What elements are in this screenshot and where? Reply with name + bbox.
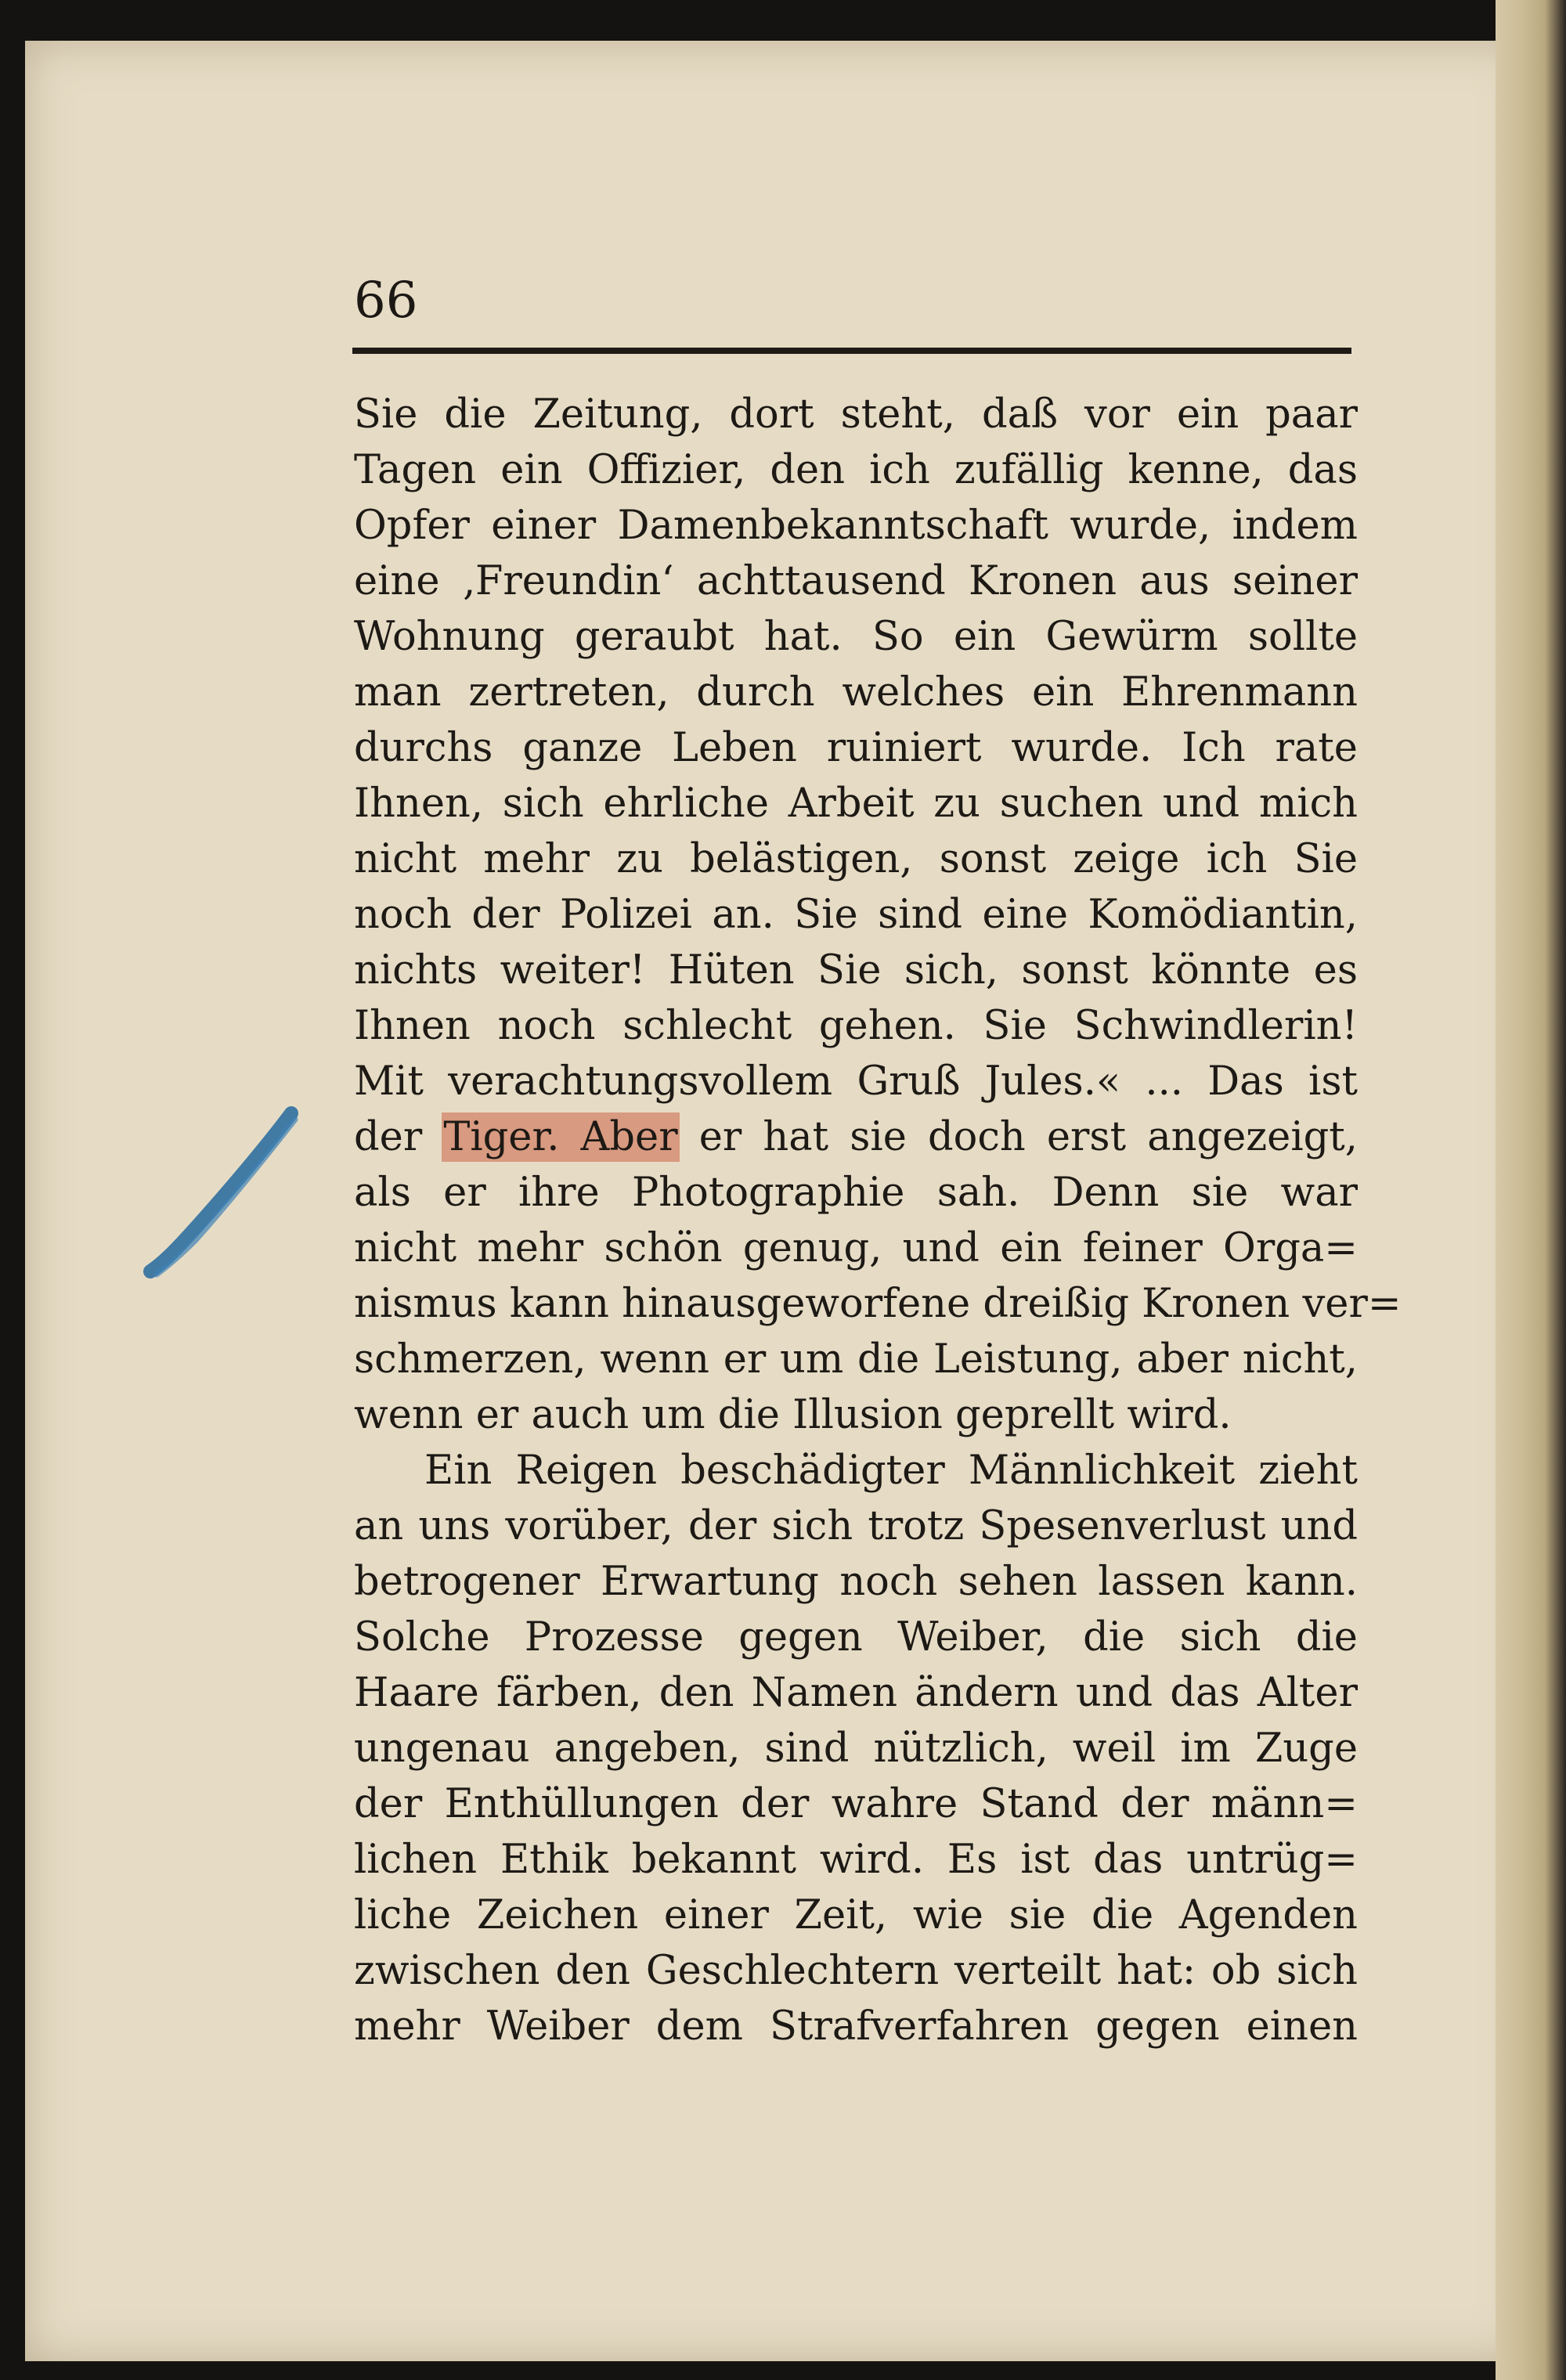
text-line-5: Wohnung geraubt hat. So ein Gewürm sollte — [354, 614, 1358, 660]
text-line-8: Ihnen, sich ehrliche Arbeit zu suchen und mich — [354, 781, 1358, 827]
text-line-9: nicht mehr zu belästigen, sonst zeige ich Sie — [354, 836, 1358, 882]
blue-pencil-margin-mark — [135, 1098, 307, 1286]
text-line-4: eine ‚Freundin‘ achttausend Kronen aus seiner — [354, 558, 1358, 604]
text-line-30: mehr Weiber dem Strafverfahren gegen einen — [354, 2003, 1358, 2050]
text-line-25: ungenau angeben, sind nützlich, weil im Zuge — [354, 1726, 1358, 1772]
text-line-14 — [354, 1109, 1358, 1165]
text-line-22: betrogener Erwartung noch sehen lassen kann. — [354, 1559, 1358, 1605]
book-page — [25, 41, 1528, 2361]
text-line-17: nismus kann hinausgeworfene dreißig Kronen ver= — [354, 1281, 1402, 1327]
page-spine-edge — [1496, 0, 1566, 2380]
text-line-18: schmerzen, wenn er um die Leistung, aber nicht, — [354, 1336, 1358, 1383]
body-text — [354, 387, 1402, 2054]
text-line-27: lichen Ethik bekannt wird. Es ist das untrüg= — [354, 1837, 1358, 1883]
text-line-12: Ihnen noch schlecht gehen. Sie Schwindlerin! — [354, 1003, 1358, 1049]
text-line-21: an uns vorüber, der sich trotz Spesenverlust und — [354, 1503, 1358, 1549]
text-line-7: durchs ganze Leben ruiniert wurde. Ich rate — [354, 725, 1358, 771]
text-line-1: Sie die Zeitung, dort steht, daß vor ein paar — [354, 391, 1358, 438]
text-line-13: Mit verachtungsvollem Gruß Jules.« ... Das ist — [354, 1058, 1358, 1105]
text-line-3: Opfer einer Damenbekanntschaft wurde, indem — [354, 503, 1358, 549]
text-line-14-before: der — [354, 1114, 444, 1160]
text-line-26: der Enthüllungen der wahre Stand der männ= — [354, 1781, 1358, 1827]
text-line-14-after: er hat sie doch erst angezeigt, — [677, 1114, 1358, 1160]
text-line-2: Tagen ein Offizier, den ich zufällig kenne, das — [354, 447, 1358, 493]
text-line-24: Haare färben, den Namen ändern und das Alter — [354, 1670, 1358, 1716]
text-line-6: man zertreten, durch welches ein Ehrenmann — [354, 669, 1358, 716]
text-line-10: noch der Polizei an. Sie sind eine Komödiantin, — [354, 892, 1358, 938]
highlighted-passage: Tiger. Aber — [443, 1114, 678, 1160]
text-line-16: nicht mehr schön genug, und ein feiner Orga= — [354, 1225, 1358, 1271]
text-line-23: Solche Prozesse gegen Weiber, die sich die — [354, 1614, 1358, 1661]
text-line-29: zwischen den Geschlechtern verteilt hat: ob sich — [354, 1948, 1358, 1994]
text-line-20: Ein Reigen beschädigter Männlichkeit zieht — [424, 1448, 1358, 1494]
text-line-11: nichts weiter! Hüten Sie sich, sonst könnte es — [354, 947, 1358, 993]
text-line-19: wenn er auch um die Illusion geprellt wird. — [354, 1392, 1232, 1438]
text-line-15: als er ihre Photographie sah. Denn sie war — [354, 1170, 1358, 1216]
text-line-28: liche Zeichen einer Zeit, wie sie die Agenden — [354, 1892, 1358, 1938]
header-rule — [352, 348, 1351, 354]
page-number: 66 — [354, 272, 418, 330]
